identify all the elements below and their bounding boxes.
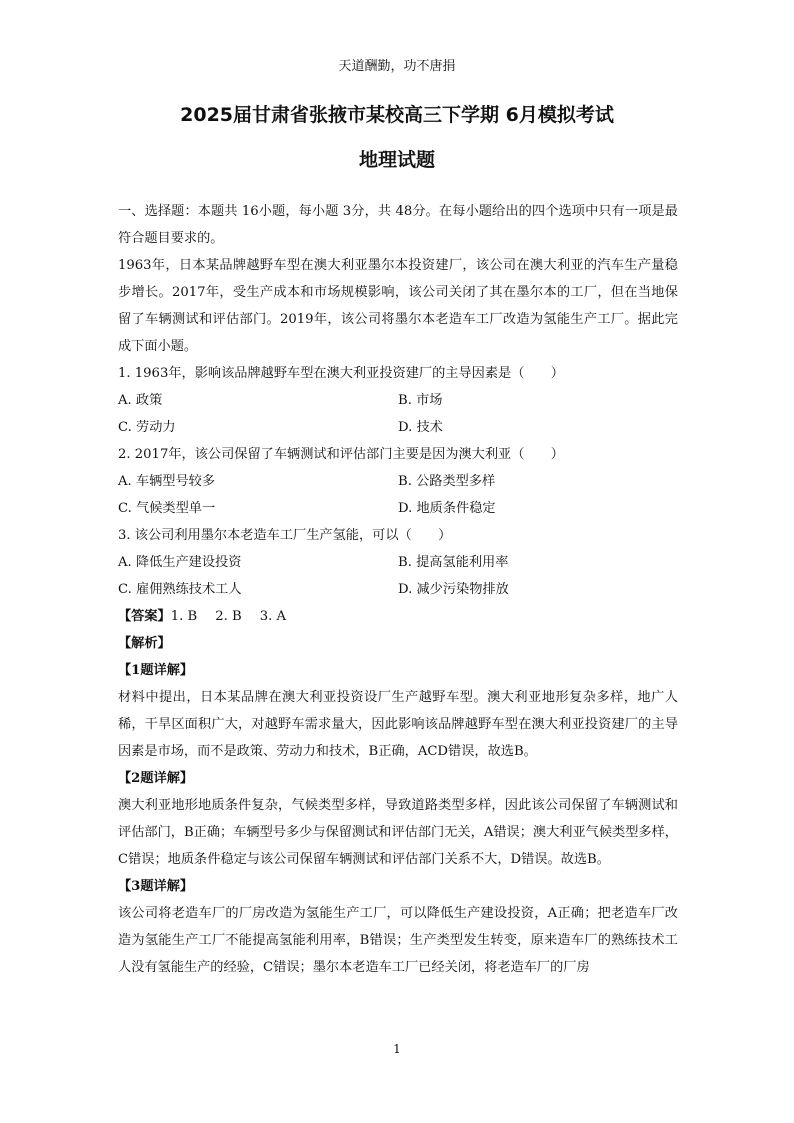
question-2-option-d: D. 地质条件稳定: [398, 501, 496, 516]
question-3-option-b: B. 提高氢能利用率: [398, 555, 509, 570]
question-2-stem: 2. 2017年，该公司保留了车辆测试和评估部门主要是因为澳大利亚（ ）: [118, 447, 564, 462]
subject-title: 地理试题: [358, 149, 435, 171]
answer-item-2: 2. B: [215, 609, 242, 624]
detail-2-label: 【2题详解】: [118, 771, 194, 786]
detail-3-text: 该公司将老造车厂的厂房改造为氢能生产工厂，可以降低生产建设投资，A正确；把老造车厂改造为氢能生产工厂不能提高氢能利用率，B错误；生产类型发生转变，原来造车厂的熟练技术工人没有氢能生产的经验，C错误；墨尔本老造车工厂已经关闭，将老造车厂的厂房: [118, 906, 678, 975]
question-2-options-row-2: [118, 495, 678, 522]
question-1-option-d: D. 技术: [398, 420, 443, 435]
question-1-stem: 1. 1963年，影响该品牌越野车型在澳大利亚投资建厂的主导因素是（ ）: [118, 366, 564, 381]
question-3-option-c: C. 雇佣熟练技术工人: [118, 582, 242, 597]
question-2-option-c: C. 气候类型单一: [118, 501, 216, 516]
header-motto: 天道酬勤，功不唐捐: [338, 59, 456, 74]
answer-item-3: 3. A: [259, 609, 286, 624]
question-2-option-a: A. 车辆型号较多: [118, 474, 216, 489]
detail-2-text: 澳大利亚地形地质条件复杂，气候类型多样，导致道路类型多样，因此该公司保留了车辆测试和评估部门，B正确；车辆型号多少与保留测试和评估部门无关，A错误；澳大利亚气候类型多样，C错误；地质条件稳定与该公司保留车辆测试和评估部门关系不大，D错误。故选B。: [118, 798, 678, 867]
question-1-options-row-2: [118, 414, 678, 441]
question-3-stem: 3. 该公司利用墨尔本老造车工厂生产氢能，可以（ ）: [118, 528, 452, 543]
question-2-option-b: B. 公路类型多样: [398, 474, 496, 489]
material-paragraph: 1963年，日本某品牌越野车型在澳大利亚墨尔本投资建厂，该公司在澳大利亚的汽车生产量稳步增长。2017年，受生产成本和市场规模影响，该公司关闭了其在墨尔本的工厂，但在当地保留了车辆测试和评估部门。2019年，该公司将墨尔本老造车工厂改造为氢能生产工厂。据此完成下面小题。: [118, 258, 678, 354]
question-1-option-c: C. 劳动力: [118, 420, 176, 435]
detail-1-label: 【1题详解】: [118, 663, 194, 678]
page-number: 1: [393, 1042, 401, 1056]
answer-label: 【答案】: [118, 609, 171, 624]
answer-item-1: 1. B: [170, 609, 198, 624]
analysis-label: 【解析】: [118, 636, 171, 651]
question-2-options-row-1: [118, 468, 678, 495]
exam-title: 2025届甘肃省张掖市某校高三下学期 6月模拟考试: [180, 104, 614, 126]
question-1-option-b: B. 市场: [398, 393, 443, 408]
question-3-options-row-1: [118, 549, 678, 576]
document-body: [118, 198, 678, 981]
section-instructions: 一、选择题：本题共 16小题，每小题 3分，共 48分。在每小题给出的四个选项中只有一项是最符合题目要求的。: [118, 204, 678, 246]
detail-1-text: 材料中提出，日本某品牌在澳大利亚投资设厂生产越野车型。澳大利亚地形复杂多样，地广人稀，干旱区面积广大，对越野车需求量大，因此影响该品牌越野车型在澳大利亚投资建厂的主导因素是市场，而不是政策、劳动力和技术，B正确，ACD错误，故选B。: [118, 690, 678, 759]
question-3-options-row-2: [118, 576, 678, 603]
question-3-option-d: D. 减少污染物排放: [398, 582, 509, 597]
detail-3-label: 【3题详解】: [118, 879, 194, 894]
answer-line: [118, 603, 678, 630]
question-1-options-row-1: [118, 387, 678, 414]
question-3-option-a: A. 降低生产建设投资: [118, 555, 242, 570]
question-1-option-a: A. 政策: [118, 393, 163, 408]
